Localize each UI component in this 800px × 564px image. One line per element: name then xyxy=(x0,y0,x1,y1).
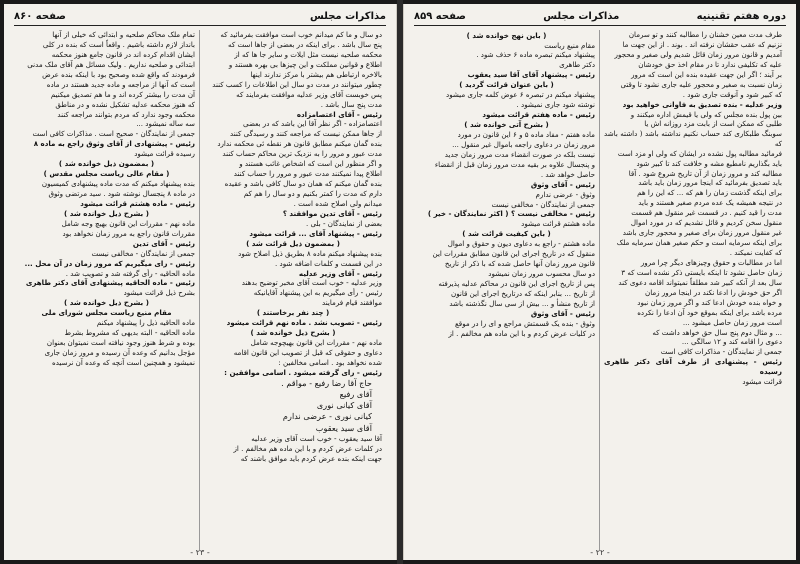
left-header-page-number: صفحه ۸۶۰ xyxy=(14,11,66,22)
text-line: برای اینکه گذشت زمان را هم که ... که این را هم xyxy=(637,188,782,198)
text-line: ( بشرح ذیل خوانده شد ) xyxy=(64,298,149,308)
text-line: ( بشرح ذیل خوانده شد ) xyxy=(250,328,336,338)
text-line: حاصل خواهد شد . xyxy=(540,169,595,179)
text-line: جمعی از نمایندگان - صحیح است . مذاکرات کافی است xyxy=(32,129,195,139)
text-line: رئیس - پیشنهادی از طرف آقای دکتر طاهری رسیده xyxy=(604,357,782,376)
text-line: رئیس - آقای اعتصامزاده xyxy=(296,109,382,119)
text-line: رئیس - ماده الحاقیه پیشنهادی آقای دکتر طاهری xyxy=(25,278,195,288)
text-line: جمعی از نمایندگان - مخالفی نیست xyxy=(491,199,595,209)
text-line: پس از تاریخ اجرای این قانون در محاکم عدلیه پذیرفته xyxy=(438,279,595,289)
text-line: ( مقام عالی ریاست مجلس مقدس ) xyxy=(43,169,170,179)
text-line: رئیس - رای میگیریم که مرور زمان در آن محل ... xyxy=(24,258,195,268)
left-page-columns xyxy=(14,30,386,550)
text-line: آقای رفیع xyxy=(339,389,372,399)
text-line: است مرور زمان حاصل میشود ... xyxy=(682,317,782,327)
text-line: ماده الحاقیه - البته بدیهی که مشروط بشرط xyxy=(64,328,195,338)
text-line: مرور زمان در دعاوی راجعه باموال غیر منقول ... xyxy=(452,139,595,149)
text-line: رئیس - تصویب نشد . ماده نهم قرائت میشود xyxy=(226,318,382,328)
text-line: رئیس - آقای تدین xyxy=(132,238,195,248)
text-line: اما در مطالبات و حقوق وچیزهای دیگر چرا مرور xyxy=(640,257,782,267)
left-page-header xyxy=(14,10,386,26)
right-page-columns xyxy=(414,30,786,550)
text-line: اعتصامزاده - اگر نظر آقا این باشد که در بعضی xyxy=(243,119,382,129)
text-line: محکمه وجود ندارد که مردم بتوانند مراجعه کنند xyxy=(57,109,195,119)
text-line: طرف مدت معین خشنان را مطالبه کنند و تو سرمان xyxy=(628,30,782,39)
text-line: دو سال و ما کم میدانم خوب است موافقت بفرمائید که xyxy=(220,30,382,39)
text-line: در کلمات عرض کردم و با این ماده هم مخالفم . از xyxy=(233,443,382,453)
left-header-title: مذاکرات مجلس xyxy=(309,11,386,22)
text-line: رئیس - ماده هفتم قرائت میشود xyxy=(482,110,595,120)
right-header-title: مذاکرات مجلس xyxy=(543,11,620,22)
text-line: پیشنهاد میکنم تبصره ماده ۶ حذف شود . xyxy=(476,50,595,60)
text-line: رئیس - مخالفی نیست ؟ ( اکثر نمایندگان - خیر ) xyxy=(427,209,595,219)
text-line: بر آیند ؛ اگر این جهت عقیده بنده این است که مرور xyxy=(631,69,782,79)
text-line: نوشته شود جاری نمیشود . xyxy=(516,100,595,110)
text-line: بین پول بنده مجلس که ولی یا قیمش اداره میکنند و xyxy=(630,109,782,119)
text-line: آن مدت را بیشتر کرده اند و ما هم تصدیق میکنیم xyxy=(50,89,195,99)
text-line: ( باین عنوان قرائت گردید ) xyxy=(459,80,554,90)
text-line: که هنوز محکمه عدلیه تشکیل نشده و در مناطق xyxy=(55,99,195,109)
text-line: جمعی از نمایندگان - مذاکرات کافی است xyxy=(660,347,782,357)
text-line: از تاریخ ... بنابر اینکه که درتاریخ اجرای این قانون xyxy=(451,288,595,298)
text-line: آمدیم و قانون مرور زمان قائل شدیم ولی صغیر و محجور xyxy=(614,49,782,59)
text-line: است که آنها از مراجعه و ماده جدید هستند در ماده xyxy=(46,79,195,89)
text-line: دکتر طاهری xyxy=(559,60,595,70)
text-line: رئیس - پیشنهاد آقای ... قرائت میشود xyxy=(249,228,382,238)
text-line: مقام منیع ریاست مجلس شورای ملی xyxy=(41,308,172,318)
right-header-session: دوره هفتم تقنینیه xyxy=(696,11,786,22)
text-line: چطور میتوانند در مدت دو سال این اطلاعات را کسب کنند xyxy=(212,79,382,89)
text-line: مقام منیع ریاست xyxy=(544,40,595,50)
text-line: غیر منقول مرور زمان برای صغیر و محجور جاری باشد xyxy=(622,228,782,238)
text-line: فرمودند که واقع شده وصحیح بود با اینکه بنده عرض xyxy=(42,69,195,79)
text-line: مدت را قید کنیم . در قسمت غیر منقول هم قسمت xyxy=(631,208,782,218)
text-line: میدانم ولی اصلاح شده است . xyxy=(293,198,382,208)
text-line: ( باین کیفیت قرائت شد ) xyxy=(462,229,551,239)
text-line: وثوق - عرضی ندارم xyxy=(535,189,595,199)
text-line: در نتیجه همیشه یک عده مردم صغیر هستند و باید xyxy=(638,198,782,208)
text-line: ( چند نفر برخاستند ) xyxy=(256,308,330,318)
text-line: مقررات قانون راجع به مرور زمان نخواهد بود xyxy=(62,228,195,238)
text-line: اطلاع پیدا نمیکنند مدت عبور و مرور را حساب کنند xyxy=(233,169,382,179)
right-page-left-column xyxy=(414,30,600,550)
left-page-footer: - ۲۳ - xyxy=(190,548,210,557)
text-line: در ماده ۸ پنجسال نوشته شود . سید مرتضی وثوق xyxy=(48,189,195,198)
text-line: مدت عبور و مرور را به نزدیک ترین محاکم حساب کنند xyxy=(222,149,382,159)
text-line: در این قسمت و کلمات اضافه شود . xyxy=(275,258,382,268)
text-line: بشرح ذیل قرائت میشود xyxy=(123,288,195,298)
text-line: پس خوبست آقای وزیر عدلیه موافقت بفرمایند که xyxy=(236,89,382,99)
text-line: بنده گمان میکنم که همان دو سال کافی باشد و عقیده xyxy=(224,179,382,189)
text-line: بنده پیشنهاد میکنم ماده ۸ بطریق ذیل اصلاح شود xyxy=(238,248,382,258)
text-line: ماده نهم - مقررات این قانون بهیچ وجه شامل xyxy=(61,218,195,228)
text-line: نزنیم که عقب حقشان نرفته اند . بوند . از این جهت ما xyxy=(622,39,782,49)
left-page-right-column xyxy=(200,30,386,550)
text-line: بوده و شرط هنوز وجود نیافته است نمیتوان بعنوان xyxy=(46,338,195,348)
text-line: ماده الحاقیه ذیل را پیشنهاد میکنم xyxy=(96,318,195,328)
text-line: ماده الحاقیه - رأی گرفته شد و تصویب شد . xyxy=(65,268,195,278)
text-line: ( بشرح آتی خوانده شد ) xyxy=(464,120,549,130)
text-line: کیانی نوری - عرضی ندارم xyxy=(282,411,372,422)
text-line: که کبیر شود و آنوقت جاری شود . xyxy=(682,89,782,99)
text-line: جمعی از نمایندگان - مخالفی نیست xyxy=(91,248,195,258)
text-line: دعاوی و حقوقی که قبل از تصویب این قانون اقامه xyxy=(233,348,382,357)
text-line: سه ساله نمیشود ... xyxy=(136,119,195,129)
text-line: برای اینکه سرمایه است و حکم صغیر همان سرمایه ملک xyxy=(616,238,782,248)
text-line: بانداز لازم داشته باشیم . واقعاً است که بنده در کلی xyxy=(42,39,195,49)
text-line: رئیس - ماده هشتم قرائت میشود xyxy=(80,198,195,208)
right-page-footer: - ۲۲ - xyxy=(590,548,610,557)
text-line: طلبی که ممکن است از بابت مزد روزانه اش یا xyxy=(644,119,782,129)
text-line: زمان حاصل نشود تا اینکه بایستی ذکر نشده است که ۳ xyxy=(621,267,782,277)
text-line: نیست بلکه در صورت انقضاء مدت مرور زمان جدید xyxy=(444,149,595,159)
text-line: اطلاع و قوانین مملکت و این چیزها بی بهره هستند و xyxy=(228,59,382,69)
text-line: رئیس - پیشنهاد آقای آقا سید یعقوب xyxy=(467,70,595,80)
text-line: جهت اینکه بنده عرض کردم باید موافق باشند که xyxy=(240,453,382,463)
text-line: بالاخره ارتباطی هم بیشتر با مرکز ندارند اینها xyxy=(250,69,382,79)
text-line: رئیس - رای گرفته میشود . اسامی موافقین : xyxy=(224,367,382,377)
text-line: از جاها ممکن نیست که مراجعه کنند و رسیدگی کنند xyxy=(230,129,382,139)
text-line: دو سال محسوب مرور زمان نمیشود xyxy=(488,269,595,279)
text-line: در کلیات عرض کردم و با این ماده هم مخالفم . از xyxy=(448,328,595,338)
text-line: محکمه صلحیه نیست مثل ایلات و سایر جا ها که از xyxy=(234,49,382,59)
text-line: ماده نهم - مقررات این قانون بهیچوجه شامل xyxy=(250,338,382,348)
text-line: منقول سخن کردیم و قائل نشدیم که در مورد اموال xyxy=(630,218,782,228)
text-line: رئیس - آقای وثوق xyxy=(530,179,595,189)
text-line: رئیس - آقای تدین موافقند ؟ xyxy=(282,208,382,218)
text-line: رئیس - پیشنهادی از آقای وثوق راجع به ماده ۸ xyxy=(33,139,195,149)
text-line: ( باین نهج خوانده شد ) xyxy=(466,30,547,40)
right-page-right-column xyxy=(600,30,786,550)
text-line: علیه که تکلیفی ندارد تا در مقام اخذ حق خودشان xyxy=(638,59,782,69)
text-line: مطالبه کند و مرور زمان از آن تاریخ شروع شود . آقا xyxy=(628,168,782,178)
text-line: ماده هفتم - مفاد ماده ۵ و ۶ این قانون در مورد xyxy=(457,129,595,139)
text-line: اگر حق خودش را ادعا نکند در اینجا مرور زمان xyxy=(645,287,782,297)
text-line: تمام ملک محاکم صلحیه و ابتدائی که خیلی از آنها xyxy=(52,30,195,39)
text-line: و خواه بنده خودش ادعا کند و اگر مرور زمان نبود xyxy=(637,297,782,307)
right-header-page-number: صفحه ۸۵۹ xyxy=(414,11,466,22)
text-line: قانون مرور زمان آنها حاصل شده که با ذکر از تاریخ xyxy=(444,259,595,269)
text-line: وزیر عدلیه - خوب است آقای مخبر توضیح بدهند xyxy=(241,278,382,288)
text-line: پنج سال باشد . برای اینکه در بعضی از جاها است که xyxy=(228,39,382,49)
text-line: مؤجل بدانیم که وعده آن رسیده و مرور زمان جاری xyxy=(44,348,195,357)
text-line: موافقند قیام فرمایند xyxy=(322,298,382,308)
text-line: ( بمضمون ذیل خوانده شد ) xyxy=(58,159,155,169)
text-line: باید بگذاریم نامطیع مشه و خلافت کند تا کبیر شود xyxy=(636,158,782,168)
text-line: بنده پیشنهاد میکنم که مدت ماده پیشنهادی کمیسیون xyxy=(41,179,195,189)
text-line: مدت پنج سال باشد . xyxy=(320,99,382,109)
text-line: حاج آقا رضا رفیع - مواقم . xyxy=(281,377,372,388)
text-line: قرائت میشود xyxy=(742,376,782,386)
left-page-left-column xyxy=(14,30,200,550)
text-line: دعوی را اقامه کند و ۱۲ سالگی ... xyxy=(681,337,782,347)
text-line: شده نخواهد بود . اسامی مخالفین : xyxy=(278,357,382,367)
text-line: ماده هشتم قرائت میشود xyxy=(521,219,595,229)
text-line: رئیس - رأی میگیریم به این پیشنهاد آقایانیکه xyxy=(253,288,382,298)
text-line: رسیده قرائت میشود xyxy=(134,149,195,159)
text-line: از تاریخ منشأ و ... بیش از سی سال نگذشته باشد xyxy=(449,298,595,308)
text-line: که کفایت نمیکند . xyxy=(729,248,782,258)
left-page xyxy=(4,4,397,560)
text-line: سوبنگ طلبکاری کند حساب نکنیم نداشته باشد ( داشته باشد که xyxy=(604,129,782,148)
text-line: ماده هشتم - راجع به دعاوی دیون و حقوق و اموال xyxy=(447,239,595,249)
text-line: ... و مثال دوم پنج سال حق خواهد داشت که xyxy=(652,327,782,337)
right-page xyxy=(403,4,796,560)
text-line: رئیس - آقای وزیر عدلیه xyxy=(298,268,382,278)
text-line: بنده گمان میکنم مطابق قانون هر نقطه ئی محکمه ندارد xyxy=(217,139,382,149)
text-line: آقای سید یعقوب xyxy=(315,422,372,433)
text-line: وزیر عدلیه - بنده تصدیق به فاوانی خواهید بود xyxy=(622,99,782,109)
text-line: باید تصدیق بفرمائید که اینجا مرور زمان باید باشد xyxy=(638,178,782,188)
text-line: زمان نسبت به صغیر و محجور علیه جاری نشود تا وقتی xyxy=(620,79,782,89)
text-line: دارم که مدت را کمتر بکنیم و دو سال را هم کم xyxy=(243,189,382,198)
text-line: فرمائید مطالبه پول نشده در ایشان که ولی او مزد است xyxy=(617,148,782,158)
text-line: رئیس - آقای وثوق xyxy=(530,308,595,318)
text-line: آقا سید یعقوب - خوب است آقای وزیر عدلیه xyxy=(251,433,382,443)
text-line: منقول که در تاریخ اجرای این قانون مطابق مقررات این xyxy=(432,249,595,259)
text-line: و اگر منظور این است که اشخاص غائب هستند و xyxy=(239,159,382,169)
text-line: وثوق - بنده یک قسمتش مراجع و ای را در موقع xyxy=(455,318,595,328)
text-line: ایشان اقدام کرده اند در قانون جامع هنوز محکمه xyxy=(51,49,195,59)
text-line: ابتدائی و صلحیه نداریم . ولیک مسائل هم آقای ملک مدنی xyxy=(27,59,195,69)
text-line: ( بشرح ذیل خوانده شد ) xyxy=(64,208,149,218)
text-line: مرده باشد برای اینکه بموقع خود آن ادعا را نکرده xyxy=(637,307,782,317)
text-line: و پنجسال علاوه بر بقیه مدت مرور زمان قبل از انقضاء xyxy=(434,159,595,169)
text-line: ( بمضمون ذیل قرائت شد ) xyxy=(246,238,340,248)
text-line: پیشنهاد میکنم در تبصره ۶ عوض کلمه جاری میشود xyxy=(446,90,595,100)
text-line: بعضی از نمایندگان - بلی . xyxy=(305,218,382,228)
text-line: سال بعد از آنکه کبیر شد مطلقاً نمیتواند اقامه دعوی کند xyxy=(618,277,782,287)
right-page-header xyxy=(414,10,786,26)
text-line: نمیشود و همچنین است آنچه که وعده آن نرسیده xyxy=(51,357,195,367)
text-line: آقای کیانی نوری xyxy=(316,400,372,411)
